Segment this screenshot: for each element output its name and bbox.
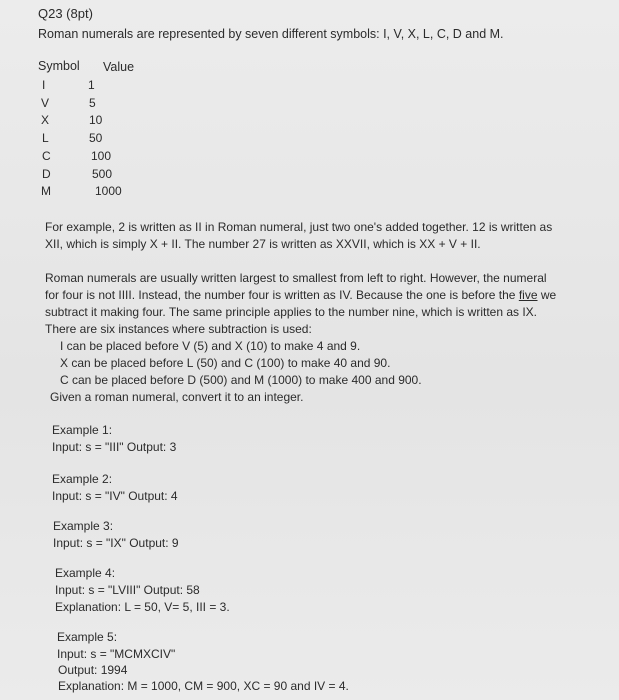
paragraph-line: There are six instances where subtraction is used: [45, 322, 312, 336]
example-heading: Example 4: [55, 566, 116, 580]
value-cell: 5 [89, 96, 96, 110]
value-column-header: Value [103, 60, 135, 74]
example-line: Input: s = "III" Output: 3 [52, 440, 177, 454]
paragraph-line: subtract it making four. The same principle applies to the number nine, which is written as IX. [45, 305, 538, 319]
symbol-cell: D [42, 167, 51, 181]
symbol-cell: V [41, 96, 50, 110]
symbol-cell: M [41, 184, 51, 198]
symbol-cell: C [42, 149, 51, 163]
value-cell: 10 [89, 113, 103, 127]
value-cell: 100 [91, 149, 112, 163]
example-line: Input: s = "LVIII" Output: 58 [55, 583, 200, 597]
value-cell: 500 [92, 167, 113, 181]
example-line: Explanation: M = 1000, CM = 900, XC = 90 and IV = 4. [58, 679, 349, 693]
question-title: Q23 (8pt) [38, 6, 93, 21]
symbol-column-header: Symbol [38, 59, 80, 73]
subtraction-rule: I can be placed before V (5) and X (10) to make 4 and 9. [60, 339, 361, 353]
example-heading: Example 2: [52, 472, 113, 486]
example-heading: Example 3: [53, 519, 114, 533]
paragraph-text: for four is not IIII. Instead, the number four is written as IV. Because the one is before the [45, 288, 519, 302]
symbol-cell: L [42, 131, 49, 145]
example-heading: Example 5: [57, 630, 118, 644]
value-cell: 1000 [95, 184, 122, 198]
intro-text: Roman numerals are represented by seven different symbols: I, V, X, L, C, D and M. [38, 27, 504, 41]
example-line: Output: 1994 [58, 663, 128, 677]
example-line: Explanation: L = 50, V= 5, III = 3. [55, 600, 230, 614]
example-line: Input: s = "IV" Output: 4 [52, 489, 178, 503]
paragraph-line: XII, which is simply X + II. The number 27 is written as XXVII, which is XX + V + II. [45, 237, 481, 251]
subtraction-rule: X can be placed before L (50) and C (100) to make 40 and 90. [60, 356, 391, 370]
value-cell: 1 [88, 78, 95, 92]
underlined-word: five [518, 288, 538, 302]
symbol-cell: X [41, 113, 50, 127]
example-line: Input: s = "MCMXCIV" [57, 647, 176, 661]
paragraph-line: Roman numerals are usually written largest to smallest from left to right. However, the numeral [45, 271, 547, 285]
paragraph-line [45, 288, 556, 303]
task-statement: Given a roman numeral, convert it to an integer. [50, 390, 304, 404]
value-cell: 50 [89, 131, 103, 145]
paragraph-line: For example, 2 is written as II in Roman numeral, just two one's added together. 12 is written as [45, 220, 553, 234]
symbol-cell: I [42, 78, 46, 92]
paragraph-text: we [537, 288, 557, 302]
subtraction-rule: C can be placed before D (500) and M (1000) to make 400 and 900. [60, 373, 422, 387]
example-heading: Example 1: [52, 423, 113, 437]
example-line: Input: s = "IX" Output: 9 [53, 536, 179, 550]
